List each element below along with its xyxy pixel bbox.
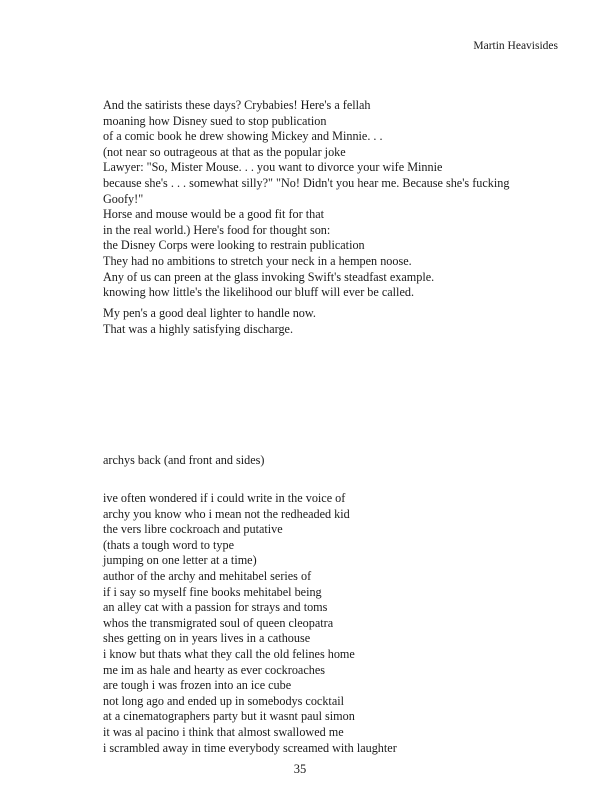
poem-line: moaning how Disney sued to stop publication xyxy=(103,113,327,128)
poem-line: knowing how little's the likelihood our bluff will ever be called. xyxy=(103,285,414,300)
poem-stanza-pen xyxy=(103,306,563,337)
poem-line: at a cinematographers party but it wasnt paul simon xyxy=(103,709,355,724)
poem-line: the Disney Corps were looking to restrain publication xyxy=(103,238,365,253)
poem-line: Goofy!" xyxy=(103,191,144,206)
poem-line: it was al pacino i think that almost swallowed me xyxy=(103,724,344,739)
poem-line: (thats a tough word to type xyxy=(103,537,234,552)
poem-line: the vers libre cockroach and putative xyxy=(103,522,283,537)
poem-line: ive often wondered if i could write in the voice of xyxy=(103,491,346,505)
poem-line: Horse and mouse would be a good fit for that xyxy=(103,207,325,222)
poem-line: (not near so outrageous at that as the popular joke xyxy=(103,144,346,159)
poem-line: shes getting on in years lives in a cathouse xyxy=(103,631,311,646)
poem-line: in the real world.) Here's food for thought son: xyxy=(103,222,331,237)
page-number: 35 xyxy=(293,762,307,776)
poem-line: Lawyer: "So, Mister Mouse. . . you want to divorce your wife Minnie xyxy=(103,160,443,175)
poem-line: i scrambled away in time everybody screamed with laughter xyxy=(103,740,397,755)
poem-line: if i say so myself fine books mehitabel being xyxy=(103,584,322,599)
poem-line: And the satirists these days? Crybabies! Here's a fellah xyxy=(103,98,371,112)
poem-line: whos the transmigrated soul of queen cleopatra xyxy=(103,615,334,630)
poem-line: That was a highly satisfying discharge. xyxy=(103,321,293,336)
poem-line: me im as hale and hearty as ever cockroaches xyxy=(103,662,325,677)
poem-line: archy you know who i mean not the redheaded kid xyxy=(103,506,350,521)
poem-stanza-satirists xyxy=(103,98,563,301)
poem-line: They had no ambitions to stretch your neck in a hempen noose. xyxy=(103,253,412,268)
poem-line: i know but thats what they call the old felines home xyxy=(103,646,355,661)
poem-line: jumping on one letter at a time) xyxy=(103,553,257,568)
running-header-author: Martin Heavisides xyxy=(473,40,558,52)
poem-line: are tough i was frozen into an ice cube xyxy=(103,678,292,693)
poem-line: My pen's a good deal lighter to handle now. xyxy=(103,306,316,320)
section-title xyxy=(103,453,563,469)
poem-stanza-archy xyxy=(103,491,563,756)
poem-line: because she's . . . somewhat silly?" "No! Didn't you hear me. Because she's fucking xyxy=(103,175,510,190)
section-title-text: archys back (and front and sides) xyxy=(103,453,265,467)
poem-line: Any of us can preen at the glass invoking Swift's steadfast example. xyxy=(103,269,435,284)
poem-line: of a comic book he drew showing Mickey and Minnie. . . xyxy=(103,129,383,144)
poem-line: an alley cat with a passion for strays and toms xyxy=(103,600,328,615)
poem-line: author of the archy and mehitabel series of xyxy=(103,568,312,583)
poem-line: not long ago and ended up in somebodys cocktail xyxy=(103,693,344,708)
